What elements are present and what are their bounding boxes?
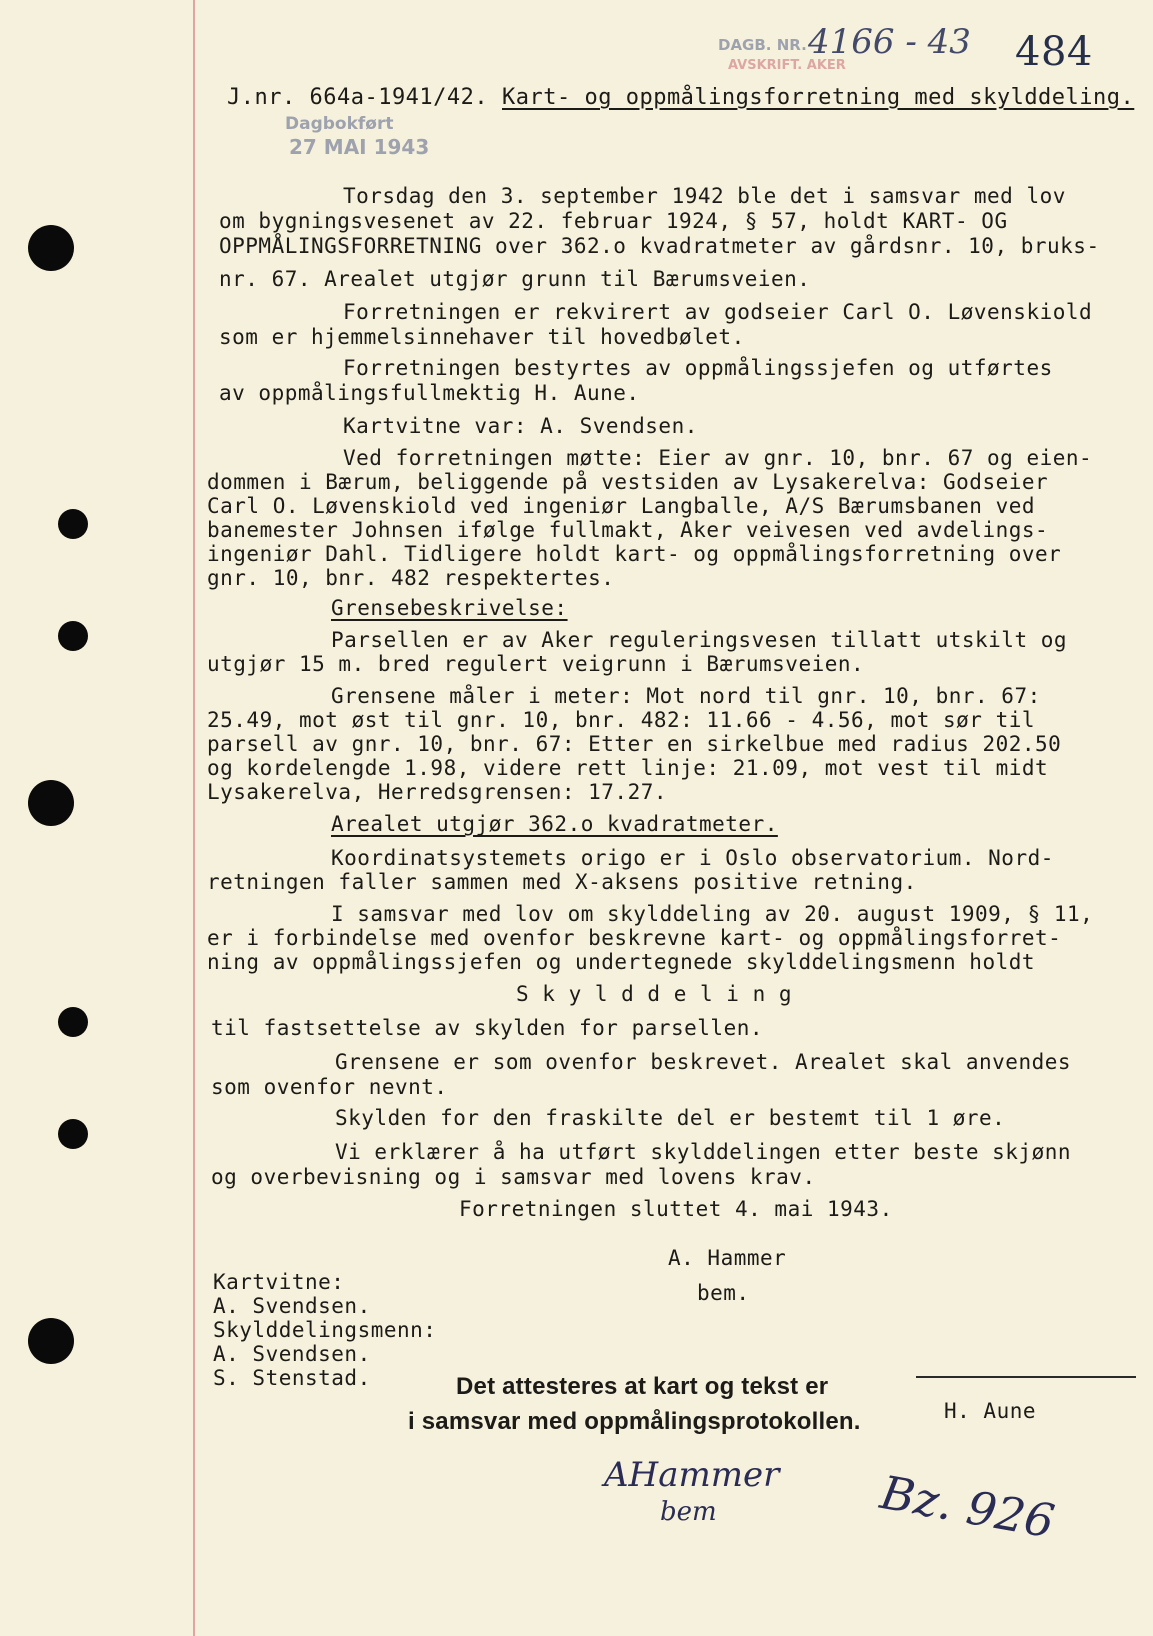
binder-hole <box>58 621 88 651</box>
binder-hole <box>28 1318 74 1364</box>
second-signer: H. Aune <box>944 1399 1037 1423</box>
handwritten-signature-title: bem <box>660 1497 717 1527</box>
body-line: utgjør 15 m. bred regulert veigrunn i Bærumsveien. <box>207 652 865 676</box>
signer-title: bem. <box>697 1281 750 1305</box>
body-line: Grensene måler i meter: Mot nord til gnr. 10, bnr. 67: <box>331 684 1041 708</box>
left-margin-rule <box>193 0 195 1636</box>
body-line: ning av oppmålingssjefen og undertegnede skylddelingsmenn holdt <box>207 950 1036 974</box>
skylddeling-heading: S k y l d d e l i n g <box>516 982 793 1006</box>
body-line: om bygningsvesenet av 22. februar 1924, § 57, holdt KART- OG <box>219 209 1008 233</box>
assessor-1: A. Svendsen. <box>213 1342 371 1366</box>
received-stamp-label: Dagbokført <box>285 114 394 134</box>
body-line: Lysakerelva, Herredsgrensen: 17.27. <box>207 780 668 804</box>
body-line: OPPMÅLINGSFORRETNING over 362.o kvadratmeter av gårdsnr. 10, bruks- <box>219 234 1100 258</box>
page-number: 484 <box>1015 29 1093 75</box>
journal-ref: J.nr. 664a-1941/42. <box>227 85 489 110</box>
body-line: Skylden for den fraskilte del er bestemt til 1 øre. <box>335 1106 1006 1130</box>
body-line: Forretningen bestyrtes av oppmålingssjefen og utførtes <box>343 356 1053 380</box>
binder-hole <box>58 1007 88 1037</box>
body-line: ingeniør Dahl. Tidligere holdt kart- og oppmålingsforretning over <box>207 542 1062 566</box>
stamp-office: AVSKRIFT. AKER <box>728 58 846 73</box>
body-line: Grensene er som ovenfor beskrevet. Arealet skal anvendes <box>335 1050 1072 1074</box>
document-title: Kart- og oppmålingsforretning med skylddeling. <box>502 85 1135 110</box>
body-line: som er hjemmelsinnehaver til hovedbølet. <box>219 325 745 349</box>
body-line: nr. 67. Arealet utgjør grunn til Bærumsveien. <box>219 267 811 291</box>
body-line: I samsvar med lov om skylddeling av 20. august 1909, § 11, <box>331 902 1094 926</box>
body-line: og overbevisning og i samsvar med lovens krav. <box>211 1165 816 1189</box>
body-line: Forretningen er rekvirert av godseier Carl O. Løvenskiold <box>343 300 1093 324</box>
body-line: parsell av gnr. 10, bnr. 67: Etter en sirkelbue med radius 202.50 <box>207 732 1062 756</box>
body-line: Vi erklærer å ha utført skylddelingen etter beste skjønn <box>335 1140 1072 1164</box>
body-line: Torsdag den 3. september 1942 ble det i samsvar med lov <box>343 184 1066 208</box>
body-line: gnr. 10, bnr. 482 respektertes. <box>207 566 615 590</box>
area-statement: Arealet utgjør 362.o kvadratmeter. <box>331 812 778 836</box>
witness-name: A. Svendsen. <box>213 1294 371 1318</box>
assessor-2: S. Stenstad. <box>213 1366 371 1390</box>
witness-label: Kartvitne: <box>213 1270 345 1294</box>
closing-line: Forretningen sluttet 4. mai 1943. <box>459 1197 893 1221</box>
body-line: 25.49, mot øst til gnr. 10, bnr. 482: 11.66 - 4.56, mot sør til <box>207 708 1036 732</box>
attestation-line-1: Det attesteres at kart og tekst er <box>456 1373 829 1400</box>
binder-hole <box>28 780 74 826</box>
body-line: er i forbindelse med ovenfor beskrevne kart- og oppmålingsforret- <box>207 926 1062 950</box>
body-line: av oppmålingsfullmektig H. Aune. <box>219 381 640 405</box>
signature-rule <box>916 1376 1136 1378</box>
body-line: dommen i Bærum, beliggende på vestsiden av Lysakerelva: Godseier <box>207 470 1049 494</box>
body-line: til fastsettelse av skylden for parsellen. <box>211 1016 764 1040</box>
assessors-label: Skylddelingsmenn: <box>213 1318 437 1342</box>
section-heading: Grensebeskrivelse: <box>331 596 568 620</box>
body-line: Koordinatsystemets origo er i Oslo observatorium. Nord- <box>331 846 1054 870</box>
body-line: retningen faller sammen med X-aksens positive retning. <box>207 870 917 894</box>
body-line: som ovenfor nevnt. <box>211 1075 448 1099</box>
dagbok-label: DAGB. NR. <box>718 36 807 54</box>
attestation-line-2: i samsvar med oppmålingsprotokollen. <box>408 1408 861 1435</box>
body-line: Carl O. Løvenskiold ved ingeniør Langballe, A/S Bærumsbanen ved <box>207 494 1036 518</box>
body-line: Ved forretningen møtte: Eier av gnr. 10, bnr. 67 og eien- <box>343 446 1093 470</box>
body-line: og kordelengde 1.98, videre rett linje: 21.09, mot vest til midt <box>207 756 1049 780</box>
binder-hole <box>58 509 88 539</box>
body-line: Kartvitne var: A. Svendsen. <box>343 414 698 438</box>
binder-hole <box>58 1119 88 1149</box>
dagbok-number: 4166 - 43 <box>808 22 971 62</box>
binder-hole <box>28 225 74 271</box>
body-line: Parsellen er av Aker reguleringsvesen tillatt utskilt og <box>331 628 1068 652</box>
signer-name: A. Hammer <box>668 1246 787 1270</box>
body-line: banemester Johnsen ifølge fullmakt, Aker veivesen ved avdelings- <box>207 518 1049 542</box>
handwritten-signature-initials: Bz. 926 <box>876 1465 1059 1549</box>
handwritten-signature-hammer: AHammer <box>604 1455 780 1495</box>
received-stamp-date: 27 MAI 1943 <box>289 135 430 159</box>
